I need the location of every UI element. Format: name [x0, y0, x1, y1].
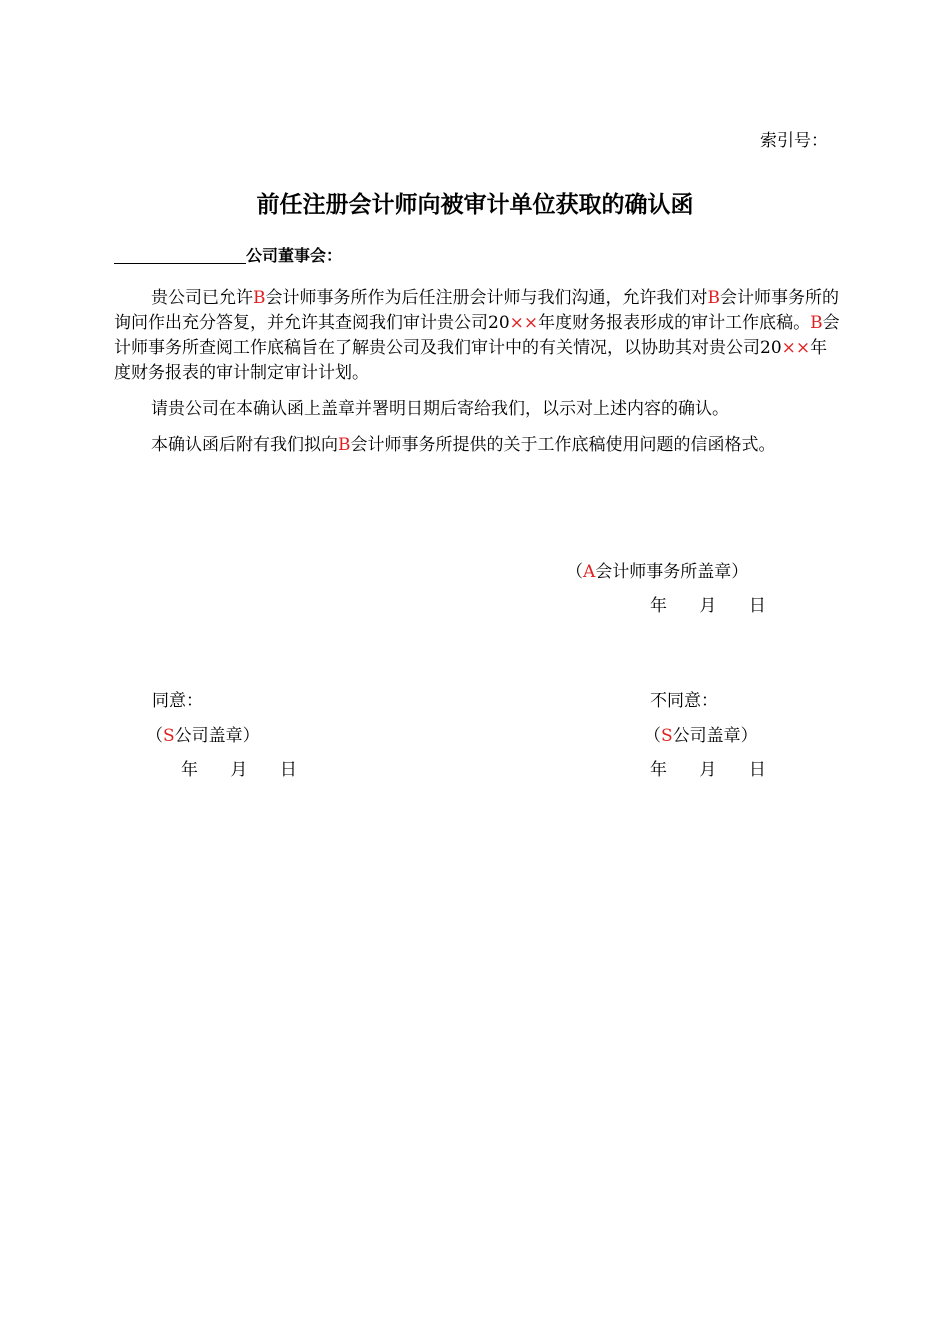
firm-b-letter: B	[338, 435, 351, 455]
agree-date: 年 月 日	[181, 760, 297, 780]
agree-stamp-line: （S公司盖章）	[146, 726, 260, 746]
disagree-label: 不同意：	[650, 691, 718, 711]
addressee-suffix: 公司董事会：	[246, 246, 343, 265]
index-number-label: 索引号：	[760, 131, 828, 151]
disagree-date: 年 月 日	[650, 760, 766, 780]
company-name-blank	[114, 247, 246, 264]
year-placeholder: ××	[509, 313, 539, 333]
paragraph-2: 请贵公司在本确认函上盖章并署明日期后寄给我们，以示对上述内容的确认。	[151, 399, 729, 419]
addressee-line	[114, 243, 342, 266]
paragraph-1: 贵公司已允许B会计师事务所作为后任注册会计师与我们沟通，允许我们对B会计师事务所的询问作出充分答复，并允许其查阅我们审计贵公司20××年度财务报表形成的审计工作底稿。B会计师事务所查阅工作底稿旨在了解贵公司及我们审计中的有关情况，以协助其对贵公司20××年度财务报表的审计制定审计计划。	[114, 288, 840, 383]
company-s-letter: S	[163, 726, 175, 746]
firm-b-letter: B	[810, 313, 823, 333]
paragraph-3: 本确认函后附有我们拟向B会计师事务所提供的关于工作底稿使用问题的信函格式。	[151, 435, 776, 455]
company-s-letter: S	[661, 726, 673, 746]
firm-b-letter: B	[253, 288, 266, 308]
firm-b-letter: B	[707, 288, 720, 308]
disagree-stamp-line: （S公司盖章）	[644, 726, 758, 746]
year-placeholder: ××	[781, 338, 811, 358]
letter-body	[114, 286, 844, 469]
firm-a-stamp-line: （A会计师事务所盖章）	[566, 562, 749, 582]
firm-a-date: 年 月 日	[650, 596, 766, 616]
letter-title: 前任注册会计师向被审计单位获取的确认函	[256, 192, 694, 218]
agree-label: 同意：	[152, 691, 203, 711]
firm-a-letter: A	[583, 562, 596, 582]
